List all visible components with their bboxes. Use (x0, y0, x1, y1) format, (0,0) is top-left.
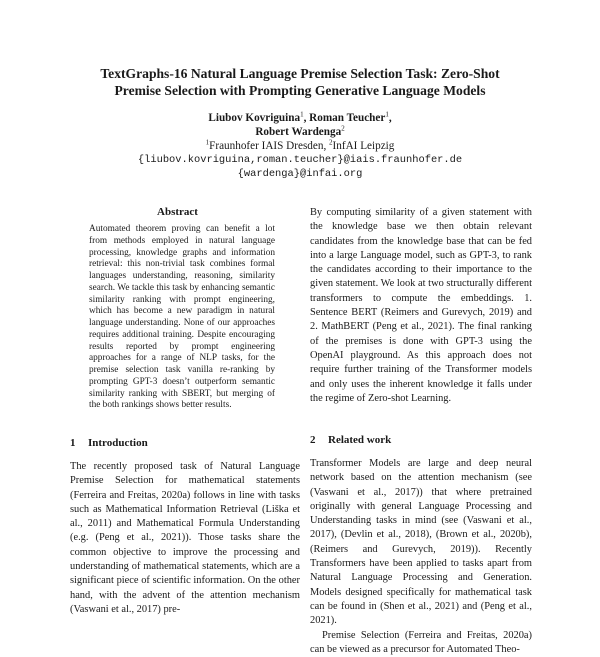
author-separator: , (303, 112, 310, 124)
affiliation-1: Fraunhofer IAIS Dresden, (209, 140, 330, 152)
author-affil-mark: 1 (385, 110, 389, 119)
section-title: Introduction (88, 437, 148, 449)
author-line-2 (60, 125, 540, 139)
author-affil-mark: 1 (300, 110, 304, 119)
author-line-1 (60, 111, 540, 125)
title-line-1: TextGraphs-16 Natural Language Premise Selection Task: Zero-Shot (100, 66, 500, 81)
abstract-text: Automated theorem proving can benefit a lot from methods employed in natural language processing, knowledge graphs and information retrieval: this non-trivial task combines formal languages understanding, reasoning, similarity search. We tackle this task by enhancing semantic similarity ranking with prompt engineering, which has become a new paradigm in natural language understanding. None of our approaches requires additional training. Despite encouraging results reported by prompt engineering approaches for a range of NLP tasks, for the premise selection task vanilla re-ranking by prompting GPT-3 doesn’t outperform semantic similarity ranking with SBERT, but merging of the both rankings shows better results. (89, 224, 275, 411)
body-paragraph: By computing similarity of a given statement with the knowledge base we then obtain relevant candidates from the knowledge base that can be fed into a large Language model, such as GPT-3, to rank the candidates according to their importance to the given statement. We look at two structurally different transformers to compute the embeddings. 1. Sentence BERT (Reimers and Gurevych, 2019) and 2. MathBERT (Peng et al., 2021). The final ranking of the premises is done with GPT-3 using the OpenAI playground. As this approach does not require further training of the Transformer models and only uses the inherent knowledge it falls under the regime of Zero-shot Learning. (310, 207, 532, 404)
author-affil-mark: 2 (341, 124, 345, 133)
body-paragraph: Premise Selection (Ferreira and Freitas, 2020a) can be viewed as a precursor for Automated Theo- (310, 629, 532, 655)
right-column-paragraph (310, 206, 532, 406)
affil-mark: 2 (329, 138, 333, 147)
author-name: Robert Wardenga (255, 126, 342, 138)
author-name: Liubov Kovriguina (208, 112, 301, 124)
email-line-1: {liubov.kovriguina,roman.teucher}@iais.fraunhofer.de (137, 154, 463, 166)
author-name: Roman Teucher (309, 112, 386, 124)
section-title: Related work (328, 434, 392, 446)
section-number: 1 (70, 437, 76, 449)
paper-title (40, 65, 560, 99)
abstract-heading: Abstract (157, 206, 198, 218)
affil-mark: 1 (205, 138, 210, 147)
related-work-body (310, 457, 532, 657)
intro-paragraph (70, 460, 300, 617)
affiliations (60, 139, 540, 153)
section-heading-related-work (310, 434, 391, 446)
author-block (60, 111, 540, 181)
author-separator: , (388, 112, 392, 124)
email-line-2: {wardenga}@infai.org (237, 168, 363, 180)
section-heading-introduction (70, 437, 148, 449)
title-line-2: Premise Selection with Prompting Generative Language Models (114, 83, 486, 98)
affiliation-2: InfAI Leipzig (332, 140, 395, 152)
body-paragraph: Transformer Models are large and deep neural network based on the attention mechanism (see (Vaswani et al., 2017)) that where pretrained originally with general Language Processing and Understanding tasks in mind (see (Vaswani et al., 2017), (Devlin et al., 2018), (Brown et al., 2020b), (Reimers and Gurevych, 2019)). Recently Transformers have been applied to tasks apart from Natural Language Processing and Generation. Models designed specifically for mathematical task can be found in (Shen et al., 2021) and (Peng et al., 2021). (310, 458, 532, 627)
body-paragraph: The recently proposed task of Natural Language Premise Selection for mathematical statements (Ferreira and Freitas, 2020a) follows in line with tasks such as Mathematical Information Retrieval (Liška et al., 2011) and Mathematical Formula Understanding (e.g. (Peng et al., 2021)). Those tasks share the common objective to improve the processing and understanding of mathematical statements, which are a significant piece of scientific information. On the other hand, with the advent of the attention mechanism (Vaswani et al., 2017) pre- (70, 461, 300, 615)
section-number: 2 (310, 434, 316, 446)
